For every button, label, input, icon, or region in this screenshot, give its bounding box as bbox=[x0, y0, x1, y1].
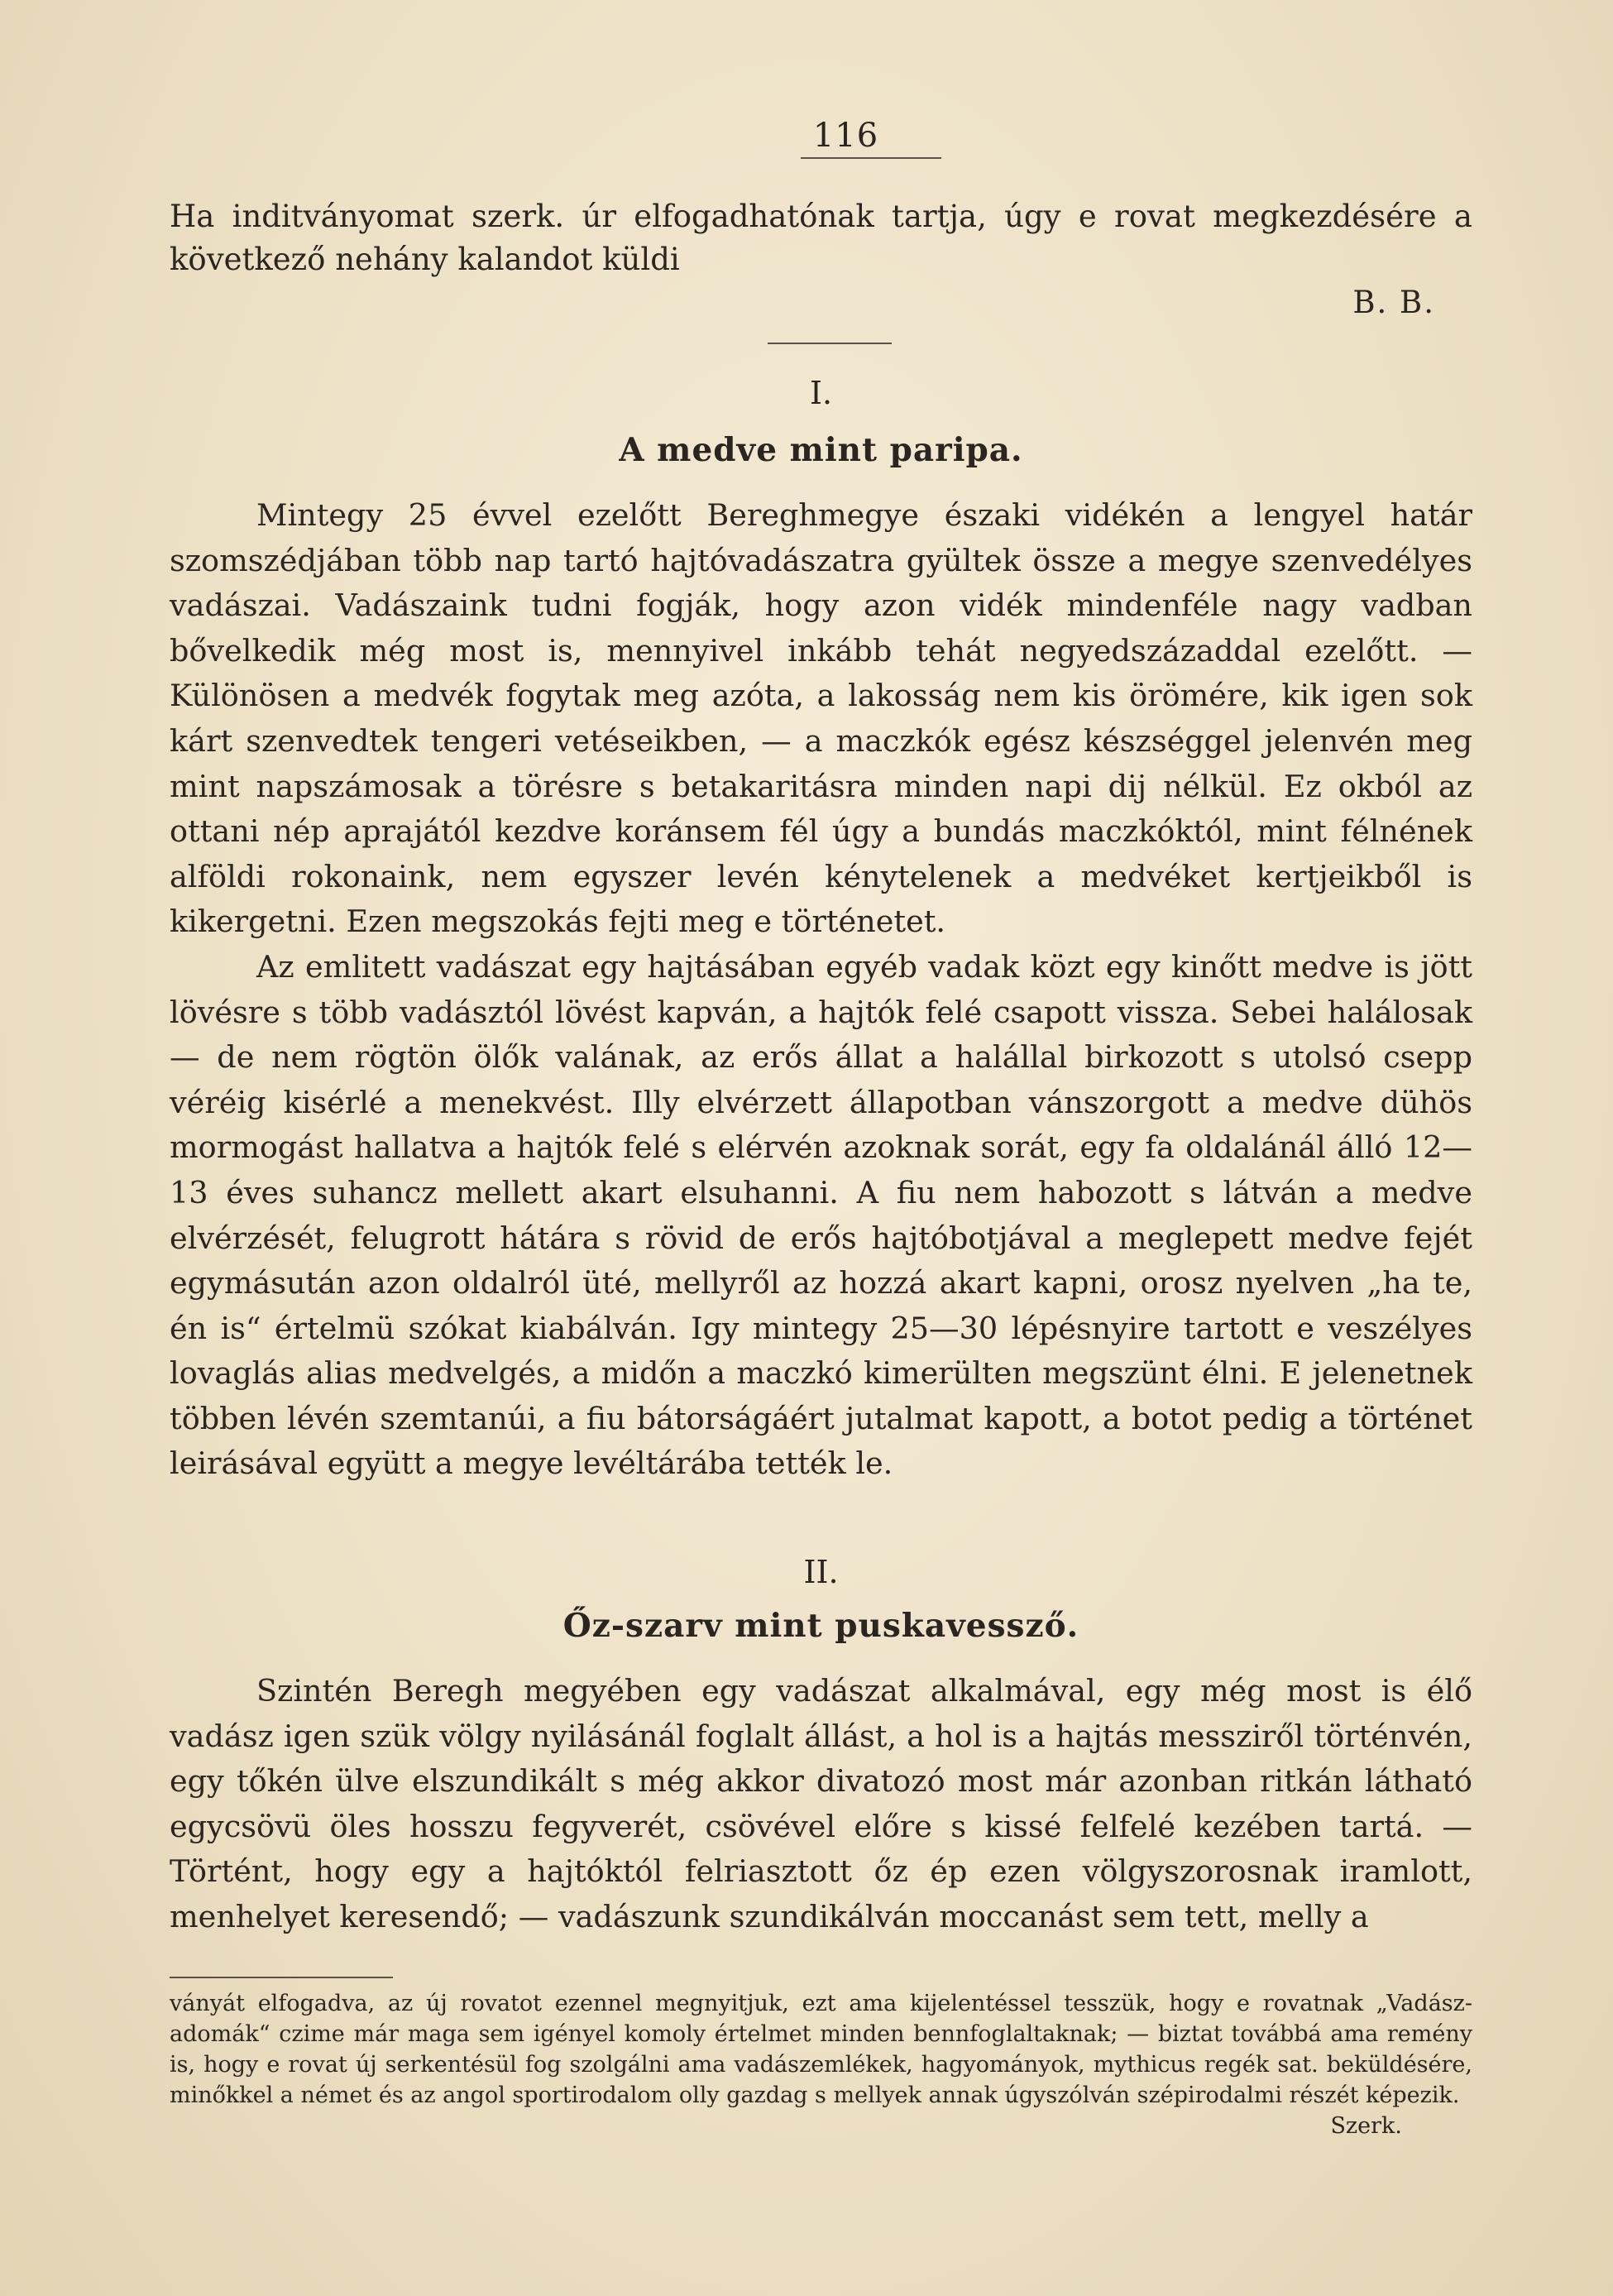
section-2-body bbox=[170, 1669, 1472, 1940]
section-divider bbox=[768, 343, 892, 344]
footnote-signature: Szerk. bbox=[1330, 2112, 1402, 2139]
section-2 bbox=[170, 1551, 1472, 1940]
section-1-paragraph-2: Az emlitett vadászat egy hajtásában egyéb vadak közt egy kinőtt medve is jött lövésre s több vadásztól lövést kapván, a hajtók felé csapott vissza. Sebei halálosak — de nem rögtön ölők valának, az erős állat a halállal birkozott s utolsó csepp véréig kisérlé a menekvést. Illy elvérzett állapotban vánszorgott a medve dühös mormogást hallatva a hajtók felé s elérvén azoknak sorát, egy fa oldalánál álló 12—13 éves suhancz mellett akart elsuhanni. A fiu nem habozott s látván a medve elvérzését, felugrott hátára s rövid de erős hajtóbotjával a meglepett medve fejét egymásután azon oldalról üté, mellyről az hozzá akart kapni, orosz nyelven „ha te, én is“ értelmü szókat kiabálván. Igy mintegy 25—30 lépésnyire tartott e veszélyes lovaglás alias medvelgés, a midőn a maczkó kimerülten megszünt élni. E jelenetnek többen lévén szemtanúi, a fiu bátorságáért jutalmat kapott, a botot pedig a történet leirásával együtt a megye levéltárába tették le. bbox=[170, 948, 1472, 1482]
intro-signature: B. B. bbox=[1352, 285, 1435, 320]
section-1-number: I. bbox=[809, 375, 833, 411]
footnote-signature-line bbox=[170, 2111, 1472, 2141]
footnote-text: ványát elfogadva, az új rovatot ezennel megnyitjuk, ezt ama kijelentéssel tesszük, hogy e rovatnak „Vadász-adomák“ czime már maga sem igényel komoly értelmet minden bennfoglaltaknak; — biztat továbbá ama remény is, hogy e rovat új serkentésül fog szolgálni ama vadászemlékek, hagyományok, mythicus regék sat. beküldésére, minőkkel a német és az angol sportirodalom olly gazdag s mellyek annak úgyszólván szépirodalmi részét képezik. bbox=[170, 1990, 1472, 2108]
intro-paragraph bbox=[170, 195, 1472, 281]
section-2-paragraph-1: Szintén Beregh megyében egy vadászat alkalmával, egy még most is élő vadász igen szük völgy nyilásánál foglalt állást, a hol is a hajtás messziről történvén, egy tőkén ülve elszundikált s még akkor divatozó most már azonban ritkán látható egycsövü öles hosszu fegyverét, csövével előre s kissé felfelé kezében tartá. — Történt, hogy egy a hajtóktól felriasztott őz ép ezen völgyszorosnak iramlott, menhelyet keresendő; — vadászunk szundikálván moccanást sem tett, melly a bbox=[170, 1673, 1472, 1935]
section-2-title: Őz-szarv mint puskavessző. bbox=[562, 1607, 1079, 1646]
section-1 bbox=[170, 372, 1472, 1487]
section-1-paragraph-1: Mintegy 25 évvel ezelőtt Bereghmegye északi vidékén a lengyel határ szomszédjában több nap tartó hajtóvadászatra gyültek össze a megye szenvedélyes vadászai. Vadászaink tudni fogják, hogy azon vidék mindenféle nagy vadban bővelkedik még most is, mennyivel inkább tehát negyedszázaddal ezelőtt. — Különösen a medvék fogytak meg azóta, a lakosság nem kis örömére, kik igen sok kárt szenvedtek tengeri vetéseikben, — a maczkók egész készséggel jelenvén meg mint napszámosak a törésre s betakaritásra minden napi dij nélkül. Ez okból az ottani nép aprajától kezdve koránsem fél úgy a bundás maczkóktól, mint félnének alföldi rokonaink, nem egyszer levén kénytelenek a medvéket kertjeikből is kikergetni. Ezen megszokás fejti meg e történetet. bbox=[170, 497, 1472, 940]
intro-signature-line bbox=[170, 281, 1472, 324]
footnote bbox=[170, 1988, 1472, 2141]
intro-text: Ha inditványomat szerk. úr elfogadhatónak tartja, úgy e rovat megkezdésére a következő nehány kalandot küldi bbox=[170, 199, 1472, 277]
section-1-body bbox=[170, 493, 1472, 1487]
page-number: 116 bbox=[812, 117, 879, 155]
section-2-number: II. bbox=[803, 1554, 839, 1591]
footnote-rule bbox=[170, 1977, 393, 1978]
page-number-rule bbox=[801, 157, 941, 159]
intro-note bbox=[170, 195, 1472, 324]
page-content bbox=[170, 116, 1472, 2141]
section-1-title: A medve mint paripa. bbox=[619, 431, 1023, 469]
